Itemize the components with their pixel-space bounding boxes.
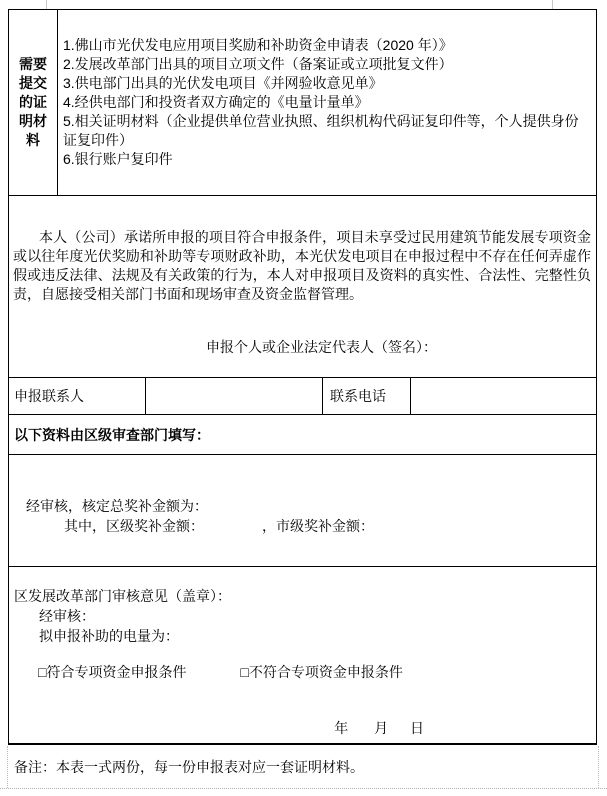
header-line: 提交 [19,75,47,91]
signature-label[interactable]: 申报个人或企业法定代表人（签名）： [206,339,437,355]
split-amount-line [9,516,596,536]
page-bottom-dotted-line [0,788,607,789]
note-row [7,746,599,788]
contact-name-input-cell[interactable] [146,378,323,414]
approval-opinion-row [9,567,596,743]
material-item-5: 5.相关证明材料（企业提供单位营业执照、组织机构代码证复印件等，个人提供身份证复印件） [63,113,579,148]
header-line: 的证 [19,94,47,110]
header-line: 需要 [19,56,47,72]
approval-line-electricity: 拟申报补助的电量为： [39,628,179,644]
approval-line-reviewed: 经审核： [39,608,95,624]
top-grid-stub-left [46,0,47,9]
date-day-label: 日 [410,720,424,736]
top-grid-stub-right [552,0,553,9]
header-line: 明材 [19,113,47,129]
note-text: 备注：本表一式两份，每一份申报表对应一套证明材料。 [14,759,364,775]
approval-date-line [9,718,596,738]
required-materials-header [9,10,58,195]
contact-name-label: 申报联系人 [9,378,146,414]
material-item-2: 2.发展改革部门出具的项目立项文件（备案证或立项批复文件） [63,56,453,72]
declaration-row [9,196,596,378]
required-materials-list [58,10,596,195]
header-line: 料 [26,132,40,148]
district-review-section-header: 以下资料由区级审查部门填写： [9,415,596,455]
application-form-table [8,9,597,745]
contact-phone-input-cell[interactable] [411,378,596,414]
city-amount-label: ，市级奖补金额： [262,518,374,534]
date-year-label: 年 [334,720,349,736]
date-month-label: 月 [374,720,389,736]
verified-amounts-row [9,455,596,567]
district-amount-label: 其中，区级奖补金额： [64,518,204,534]
declaration-paragraph: 本人（公司）承诺所申报的项目符合申报条件，项目未享受过民用建筑节能发展专项资金或以往年度光伏奖励和补助等专项财政补助，本光伏发电项目在申报过程中不存在任何弄虚作假或违反法律、法规及有关政策的行为，本人对申报项目及资料的真实性、合法性、完整性负责，自愿接受相关部门书面和现场审查及资金监督管理。 [13,229,591,302]
required-materials-row [9,10,596,196]
contact-phone-label: 联系电话 [323,378,411,414]
district-amount-blank[interactable] [204,516,262,536]
checkbox-not-meets-conditions[interactable]: □不符合专项资金申报条件 [240,664,403,680]
contact-row [9,378,596,415]
material-item-4: 4.经供电部门和投资者双方确定的《电量计量单》 [63,94,369,110]
material-item-6: 6.银行账户复印件 [63,151,173,167]
approval-title: 区发展改革部门审核意见（盖章）： [14,588,231,604]
material-item-3: 3.供电部门出具的光伏发电项目《并网验收意见单》 [63,75,383,91]
total-amount-line: 经审核，核定总奖补金额为： [26,498,208,514]
checkbox-meets-conditions[interactable]: □符合专项资金申报条件 [38,664,187,680]
material-item-1: 1.佛山市光伏发电应用项目奖励和补助资金申请表（2020 年）》 [63,37,453,53]
approval-checkboxes [9,662,596,682]
